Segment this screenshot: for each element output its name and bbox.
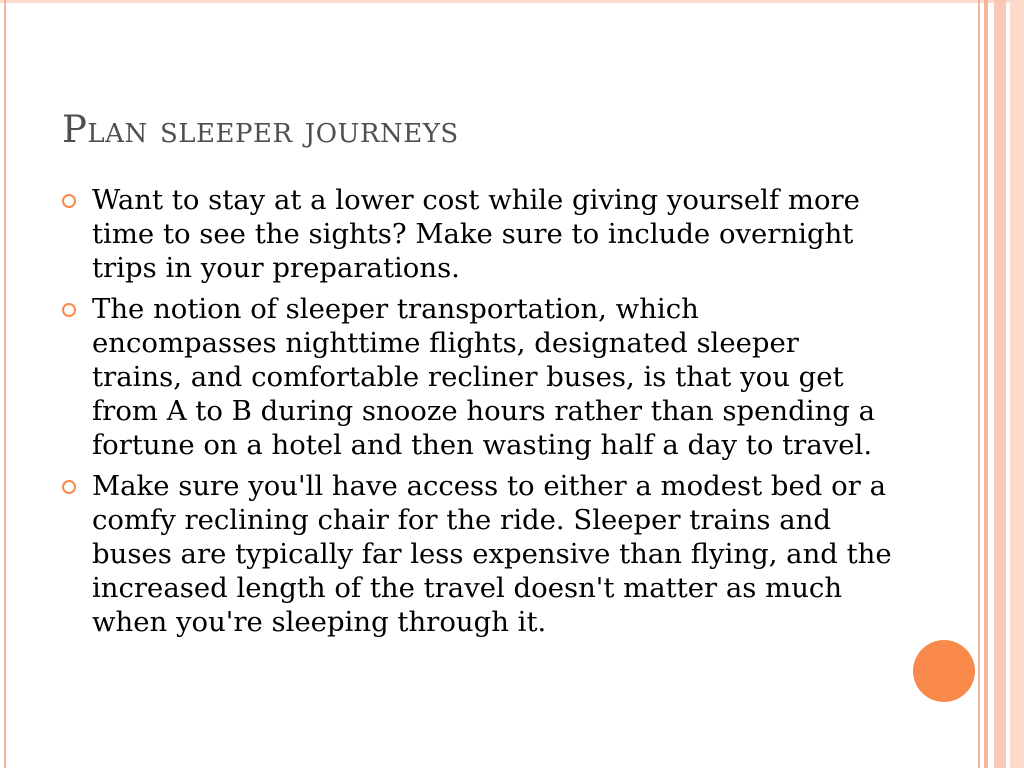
frame-right-band-2 (1010, 0, 1024, 768)
bullet-text: Want to stay at a lower cost while giving yourself more time to see the sights? Make sure to include overnight trips in your preparations. (92, 184, 860, 284)
frame-right-line-1 (978, 0, 980, 768)
frame-right-band-1 (994, 0, 1006, 768)
orange-circle-icon (913, 640, 975, 702)
bullet-item (62, 183, 892, 285)
frame-left-line (4, 0, 6, 768)
frame-top-border (0, 0, 1024, 3)
ring-bullet-icon (62, 303, 76, 317)
bullet-text: The notion of sleeper transportation, which encompasses nighttime flights, designated sleeper trains, and comfortable recliner buses, is that you get from A to B during snooze hours rather than spending a fortune on a hotel and then wasting half a day to travel. (92, 293, 875, 461)
ring-bullet-icon (62, 480, 76, 494)
bullet-text: Make sure you'll have access to either a modest bed or a comfy reclining chair for the ride. Sleeper trains and buses are typically far less expensive than flying, and the increased length of the travel doesn't matter as much when you're sleeping through it. (92, 470, 892, 638)
bullet-list (62, 183, 892, 646)
ring-bullet-icon (62, 194, 76, 208)
slide-title: Plan sleeper journeys (62, 108, 459, 151)
frame-right-line-2 (984, 0, 988, 768)
bullet-item (62, 292, 892, 462)
bullet-item (62, 469, 892, 639)
